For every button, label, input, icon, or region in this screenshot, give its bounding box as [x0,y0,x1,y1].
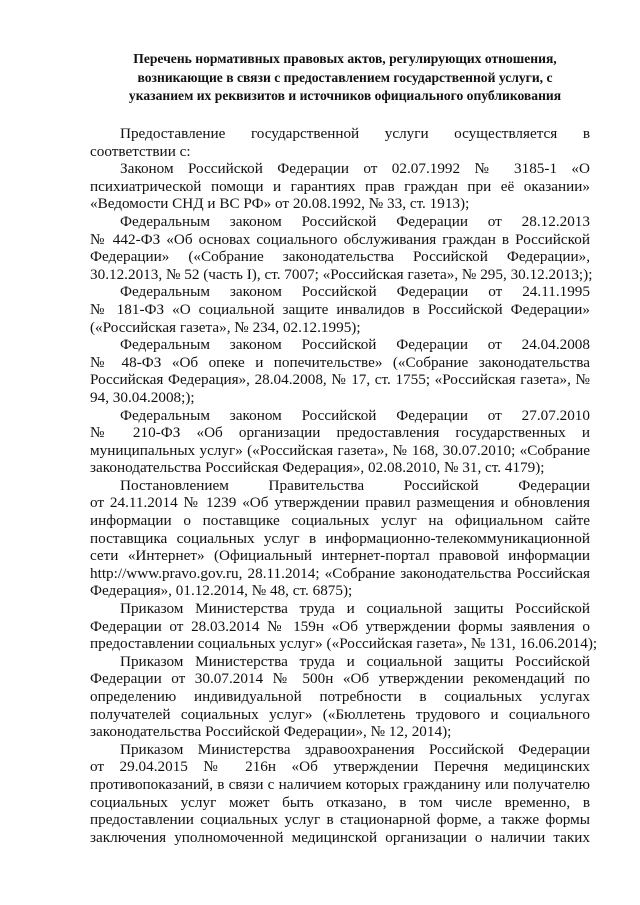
paragraph [90,653,590,741]
text-line: Федерация», 01.12.2014, № 48, ст. 6875); [90,582,353,600]
text-line: http://www.pravo.gov.ru, 28.11.2014; «Собрание законодательства Российская [90,564,590,582]
text-line: Федеральным законом Российской Федерации от 24.11.1995 [120,283,590,301]
text-line: законодательства Российской Федерации», № 12, 2014); [90,723,452,741]
text-line: Законом Российской Федерации от 02.07.1992 № 3185-1 «О [120,160,590,178]
text-line: Федерации от 28.03.2014 № 159н «Об утверждении формы заявления о [90,617,590,635]
text-line: получателей социальных услуг» («Бюллетень трудового и социального [90,705,590,723]
text-line: от 29.04.2015 № 216н «Об утверждении Перечня медицинских [90,758,590,776]
text-line: противопоказаний, в связи с наличием которых гражданину или получателю [90,775,590,793]
text-line: Предоставление государственной услуги осуществляется в [120,125,590,142]
text-line: предоставлении социальных услуг в стационарной форме, а также формы [90,811,590,829]
text-line: Приказом Министерства здравоохранения Российской Федерации [120,740,590,758]
text-line: определению индивидуальной потребности в социальных услугах [90,688,590,705]
text-line: муниципальных услуг» («Российская газета», № 168, 30.07.2010; «Собрание [90,441,590,459]
paragraph [90,600,598,653]
paragraph [90,160,590,213]
text-line: Федеральным законом Российской Федерации от 28.12.2013 [120,212,590,230]
text-line: сети «Интернет» (Официальный интернет-портал правовой информации [90,547,590,565]
paragraph [90,212,593,283]
text-line: Федеральным законом Российской Федерации от 27.07.2010 [120,406,590,424]
paragraph [90,407,590,477]
paragraph [90,283,590,336]
text-line: законодательства Российская Федерация», 02.08.2010, № 31, ст. 4179); [90,459,545,477]
paragraph [90,741,590,847]
title-line: Перечень нормативных правовых актов, регулирующих отношения, [133,51,557,66]
text-line: № 210-ФЗ «Об организации предоставления государственных и [90,424,590,442]
title-line: возникающие в связи с предоставлением государственной услуги, с [137,69,553,85]
text-line: заключения уполномоченной медицинской организации о наличии таких [90,828,590,846]
title-line: указанием их реквизитов и источников официального опубликования [128,88,562,103]
document-body [90,125,598,846]
text-line: Федерации от 30.07.2014 № 500н «Об утверждении рекомендаций по [90,670,590,688]
paragraph [90,125,590,160]
text-line: «Ведомости СНД и ВС РФ» от 20.08.1992, № 33, ст. 1913); [90,195,470,213]
text-line: № 442-ФЗ «Об основах социального обслуживания граждан в Российской [90,230,590,248]
paragraph [90,477,590,600]
text-line: («Российская газета», № 234, 02.12.1995); [90,318,361,336]
text-line: Постановлением Правительства Российской Федерации [120,476,590,494]
text-line: Приказом Министерства труда и социальной защиты Российской [120,600,590,618]
text-line: социальных услуг может быть отказано, в том числе временно, в [90,793,590,811]
text-line: 94, 30.04.2008;); [90,388,195,406]
text-line: Российская Федерация», 28.04.2008, № 17, ст. 1755; «Российская газета», № [90,371,590,389]
text-line: предоставлении социальных услуг» («Российская газета», № 131, 16.06.2014); [90,635,598,653]
text-line: от 24.11.2014 № 1239 «Об утверждении правил размещения и обновления [90,494,590,512]
document-title [90,50,600,106]
text-line: поставщика социальных услуг в информационно-телекоммуникационной [90,529,590,547]
text-line: информации о поставщике социальных услуг на официальном сайте [90,512,590,530]
text-line: № 181-ФЗ «О социальной защите инвалидов в Российской Федерации» [90,300,590,318]
text-line: соответствии с: [90,142,191,160]
text-line: 30.12.2013, № 52 (часть I), ст. 7007; «Российская газета», № 295, 30.12.2013;); [90,265,593,283]
text-line: Приказом Министерства труда и социальной защиты Российской [120,652,590,670]
text-line: Федеральным законом Российской Федерации от 24.04.2008 [120,336,590,354]
text-line: № 48-ФЗ «Об опеке и попечительстве» («Собрание законодательства [90,353,590,371]
paragraph [90,336,590,406]
text-line: Федерации» («Собрание законодательства Российской Федерации», [90,248,590,266]
text-line: психиатрической помощи и гарантиях прав граждан при её оказании» [90,177,590,195]
